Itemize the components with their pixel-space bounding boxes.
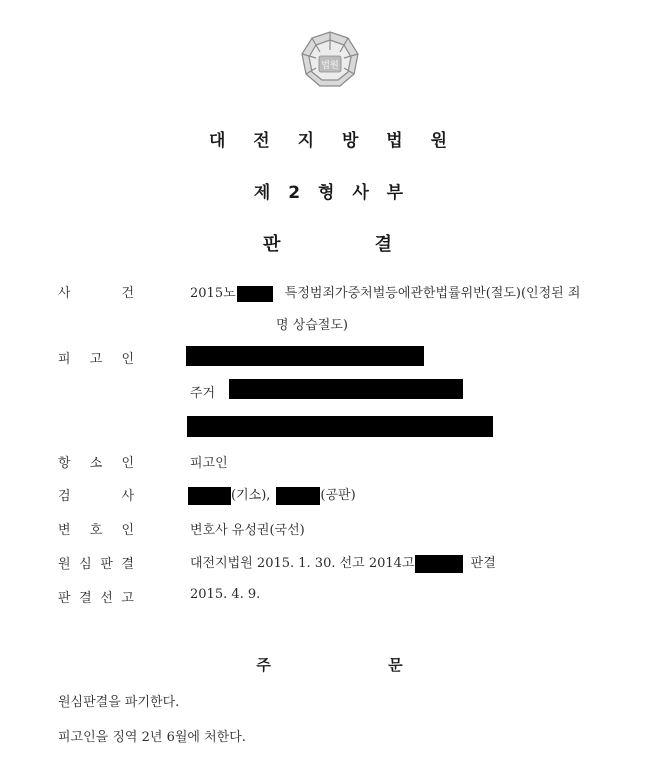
counsel-label: 변 호 인 — [58, 519, 134, 538]
label-char: 소 — [89, 456, 103, 471]
order-line: 원심판결을 파기한다. — [58, 695, 180, 710]
label-char: 사 — [121, 489, 134, 504]
appellant-label: 항 소 인 — [58, 452, 134, 471]
charge-line-2: 명 상습절도) — [276, 318, 348, 333]
label-char: 결 — [121, 557, 134, 572]
pronouncement-label: 판 결 선 고 — [58, 587, 134, 606]
pronouncement-value: 2015. 4. 9. — [190, 587, 261, 602]
address-redaction — [229, 379, 463, 399]
court-name: 대 전 지 방 법 원 — [208, 131, 459, 151]
defendant-label: 피 고 인 — [58, 348, 134, 367]
label-char: 심 — [79, 557, 92, 572]
order-line: 피고인을 징역 2년 6월에 처한다. — [58, 730, 246, 745]
label-char: 인 — [121, 456, 134, 471]
redaction-block — [237, 286, 273, 302]
counsel-value: 변호사 유성권(국선) — [190, 523, 305, 538]
redaction-block — [188, 487, 231, 505]
prosecutor-value — [188, 484, 356, 505]
label-char: 건 — [121, 286, 134, 301]
appellant-value: 피고인 — [190, 456, 228, 471]
case-value — [190, 282, 580, 302]
case-label: 사 건 — [58, 282, 134, 301]
prosecutor-role-indictment: (기소), — [231, 488, 271, 503]
prosecutor-label: 검 사 — [58, 485, 134, 504]
redaction-block — [415, 555, 463, 573]
label-char: 호 — [89, 523, 103, 538]
registration-redaction — [187, 416, 493, 437]
court-emblem-icon — [294, 28, 366, 94]
original-judgment-label: 원 심 판 결 — [58, 553, 134, 572]
prosecutor-role-trial: (공판) — [320, 488, 356, 503]
order-title: 주 문 — [256, 656, 459, 674]
label-char: 결 — [79, 591, 92, 606]
label-char: 선 — [100, 591, 113, 606]
division-name: 제 2 형 사 부 — [253, 183, 410, 203]
label-char: 고 — [121, 591, 134, 606]
original-judgment-suffix: 판결 — [470, 556, 496, 571]
redaction-block — [276, 487, 320, 505]
original-judgment-value — [190, 552, 496, 573]
label-char: 판 — [100, 557, 113, 572]
address-label: 주거 — [190, 386, 216, 401]
defendant-name-redaction — [186, 346, 424, 366]
charge-line-1: 특정범죄가중처벌등에관한법률위반(절도)(인정된 죄 — [284, 286, 581, 301]
label-char: 고 — [89, 352, 103, 367]
label-char: 인 — [121, 352, 134, 367]
emblem-text: 법원 — [321, 61, 339, 71]
original-judgment-prefix: 대전지법원 2015. 1. 30. 선고 2014고 — [190, 556, 415, 571]
case-number-prefix: 2015노 — [190, 286, 236, 301]
document-type: 판 결 — [262, 234, 437, 255]
label-char: 인 — [121, 523, 134, 538]
